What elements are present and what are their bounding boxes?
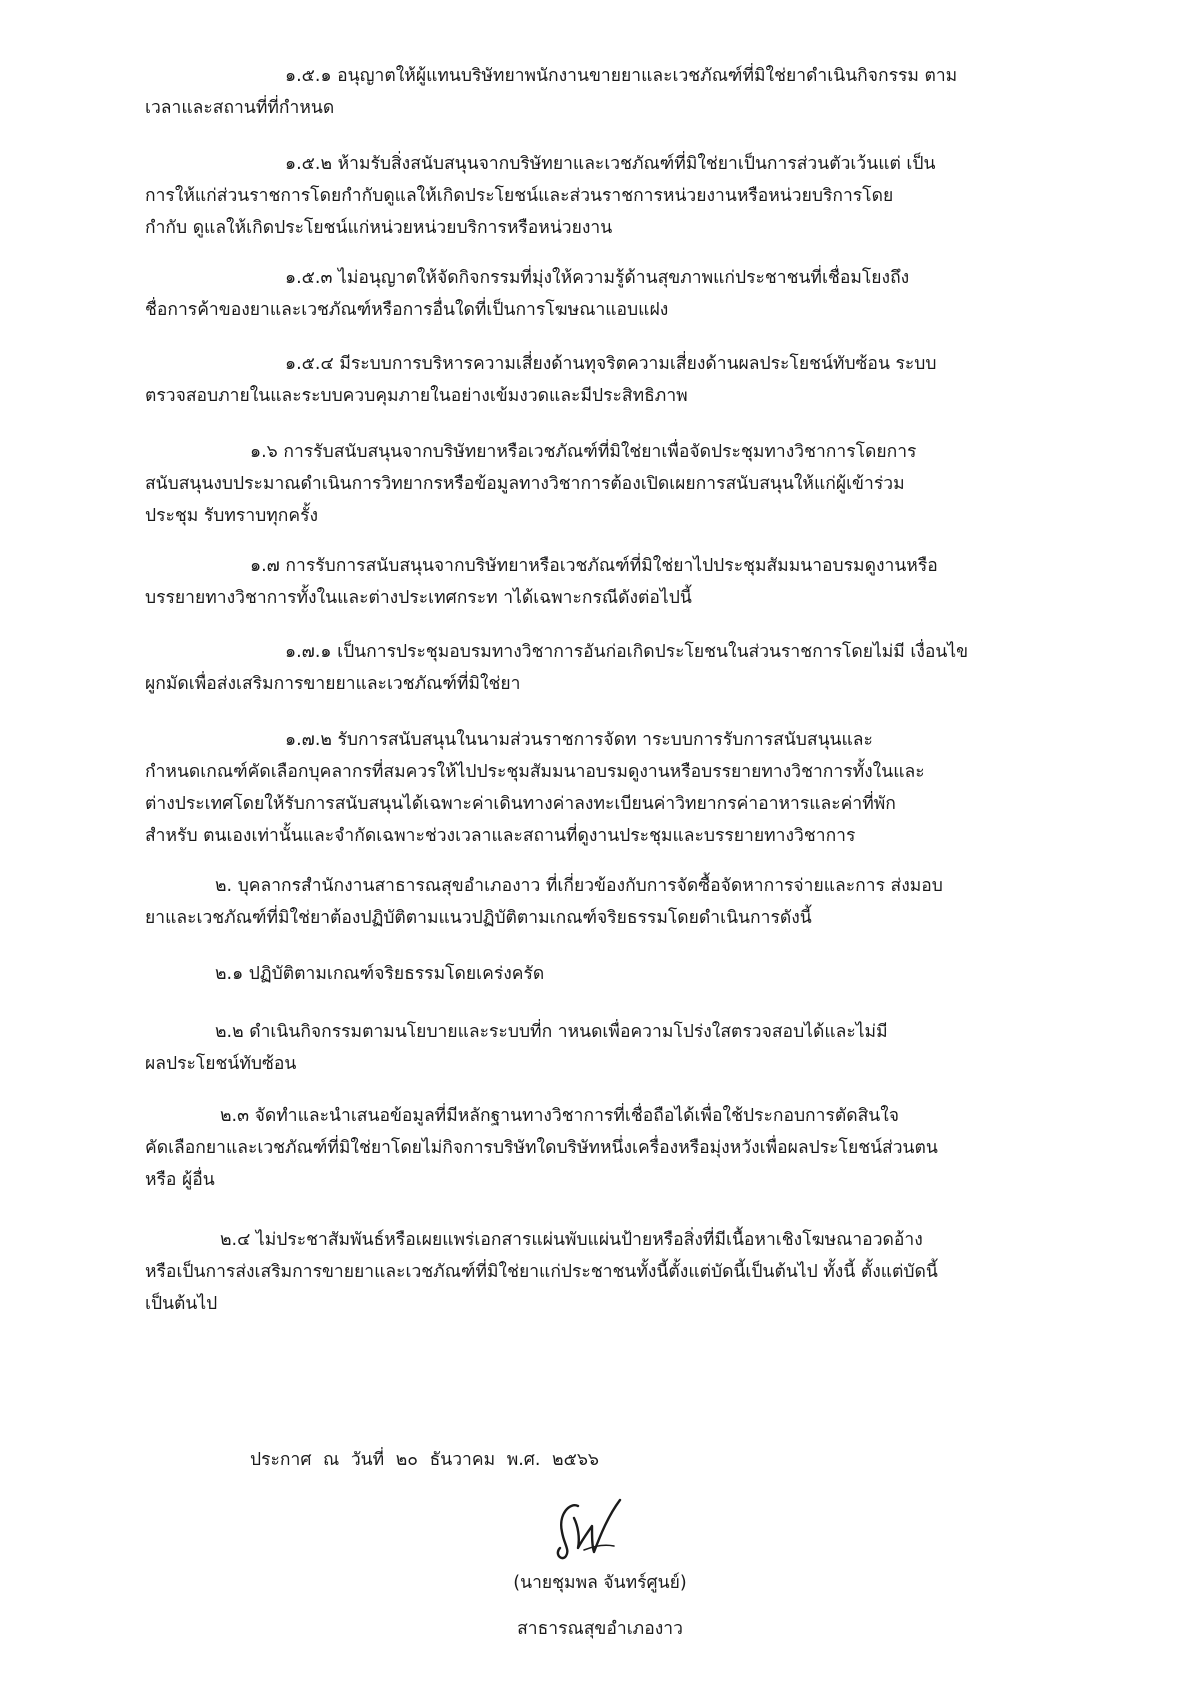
clause-number: ๒.๓ <box>220 1106 250 1126</box>
clause-text: ไม่ประชาสัมพันธ์หรือเผยแพร่เอกสารแผ่นพับแผ่นป้ายหรือสิ่งที่มีเนื้อหาเชิงโฆษณาอวดอ้าง <box>255 1230 923 1250</box>
clause-text: ตรวจสอบภายในและระบบควบคุมภายในอย่างเข้มงวดและมีประสิทธิภาพ <box>145 386 688 406</box>
clause-1-7 <box>145 550 1050 614</box>
clause-text: ห้ามรับสิ่งสนับสนุนจากบริษัทยาและเวชภัณฑ์ที่มิใช่ยาเป็นการส่วนตัวเว้นแต่ เป็น <box>337 154 936 174</box>
clause-text: กำหนดเกณฑ์คัดเลือกบุคลากรที่สมควรให้ไปประชุมสัมมนาอบรมดูงานหรือบรรยายทางวิชาการทั้งในและ <box>145 762 925 782</box>
clause-number: ๑.๗.๑ <box>285 642 332 662</box>
clause-text: การให้แก่ส่วนราชการโดยกำกับดูแลให้เกิดประโยชน์และส่วนราชการหน่วยงานหรือหน่วยบริการโดย <box>145 186 894 206</box>
clause-text: การรับการสนับสนุนจากบริษัทยาหรือเวชภัณฑ์ที่มิใช่ยาไปประชุมสัมมนาอบรมดูงานหรือ <box>285 556 938 576</box>
clause-number: ๑.๕.๓ <box>285 268 333 288</box>
clause-text: ผูกมัดเพื่อส่งเสริมการขายยาและเวชภัณฑ์ที่มิใช่ยา <box>145 674 521 694</box>
clause-number: ๑.๗.๒ <box>285 730 332 750</box>
clause-2-1 <box>145 958 1050 990</box>
clause-text: ปฏิบัติตามเกณฑ์จริยธรรมโดยเคร่งครัด <box>248 964 545 984</box>
clause-text: คัดเลือกยาและเวชภัณฑ์ที่มิใช่ยาโดยไม่กิจการบริษัทใดบริษัทหนึ่งเครื่องหรือมุ่งหวังเพื่อผลประโยชน์ส่วนตน <box>145 1138 938 1158</box>
signer-position: สาธารณสุขอำเภองาว <box>517 1619 683 1639</box>
clause-number: ๒.๔ <box>220 1230 251 1250</box>
clause-text: หรือเป็นการส่งเสริมการขายยาและเวชภัณฑ์ที่มิใช่ยาแก่ประชาชนทั้งนี้ตั้งแต่บัดนี้เป็นต้นไป ทั้งนี้ ตั้งแต่บัดนี้ <box>145 1262 938 1282</box>
clause-text: ผลประโยชน์ทับซ้อน <box>145 1054 297 1074</box>
clause-text: ไม่อนุญาตให้จัดกิจกรรมที่มุ่งให้ความรู้ด้านสุขภาพแก่ประชาชนที่เชื่อมโยงถึง <box>338 268 910 288</box>
clause-text: ประชุม รับทราบทุกครั้ง <box>145 506 319 526</box>
announcement-day: ๒๐ <box>395 1450 418 1470</box>
announcement-label: ประกาศ <box>250 1450 312 1470</box>
announcement-month: ธันวาคม <box>429 1450 496 1470</box>
clause-number: ๑.๕.๑ <box>285 66 332 86</box>
clause-number: ๒.๑ <box>215 964 244 984</box>
clause-text: ต่างประเทศโดยให้รับการสนับสนุนได้เฉพาะค่าเดินทางค่าลงทะเบียนค่าวิทยากรค่าอาหารและค่าที่พัก <box>145 794 896 814</box>
clause-number: ๑.๕.๒ <box>285 154 333 174</box>
announcement-year: ๒๕๖๖ <box>552 1450 600 1470</box>
clause-text: ยาและเวชภัณฑ์ที่มิใช่ยาต้องปฏิบัติตามแนวปฏิบัติตามเกณฑ์จริยธรรมโดยดำเนินการดังนี้ <box>145 908 812 928</box>
clause-text: รับการสนับสนุนในนามส่วนราชการจัดท าระบบการรับการสนับสนุนและ <box>337 730 873 750</box>
clause-2 <box>145 870 1050 934</box>
clause-text: อนุญาตให้ผู้แทนบริษัทยาพนักงานขายยาและเวชภัณฑ์ที่มิใช่ยาดำเนินกิจกรรม ตาม <box>337 66 958 86</box>
clause-number: ๑.๖ <box>250 442 278 462</box>
clause-1-5-1 <box>145 60 1050 124</box>
clause-text: มีระบบการบริหารความเสี่ยงด้านทุจริตความเสี่ยงด้านผลประโยชน์ทับซ้อน ระบบ <box>339 354 937 374</box>
clause-number: ๑.๕.๔ <box>285 354 334 374</box>
clause-text: การรับสนับสนุนจากบริษัทยาหรือเวชภัณฑ์ที่มิใช่ยาเพื่อจัดประชุมทางวิชาการโดยการ <box>283 442 917 462</box>
clause-1-7-1 <box>145 636 1050 700</box>
clause-1-5-3 <box>145 262 1050 326</box>
clause-text: บรรยายทางวิชาการทั้งในและต่างประเทศกระท าได้เฉพาะกรณีดังต่อไปนี้ <box>145 588 692 608</box>
clause-text: ดำเนินกิจกรรมตามนโยบายและระบบที่ก าหนดเพื่อความโปร่งใสตรวจสอบได้และไม่มี <box>249 1022 888 1042</box>
clause-text: บุคลากรสำนักงานสาธารณสุขอำเภองาว ที่เกี่ยวข้องกับการจัดซื้อจัดหาการจ่ายและการ ส่งมอบ <box>237 876 943 896</box>
clause-1-7-2 <box>145 724 1050 852</box>
clause-2-4 <box>145 1224 1050 1320</box>
clause-text: ชื่อการค้าของยาและเวชภัณฑ์หรือการอื่นใดที่เป็นการโฆษณาแอบแฝง <box>145 300 669 320</box>
clause-number: ๒.๒ <box>215 1022 244 1042</box>
clause-1-6 <box>145 436 1050 532</box>
clause-2-2 <box>145 1016 1050 1080</box>
announcement-era: พ.ศ. <box>506 1450 541 1470</box>
announcement-at: ณ <box>323 1450 340 1470</box>
announcement-date <box>250 1445 599 1473</box>
clause-text: สนับสนุนงบประมาณดำเนินการวิทยากรหรือข้อมูลทางวิชาการต้องเปิดเผยการสนับสนุนให้แก่ผู้เข้าร่วม <box>145 474 905 494</box>
clause-1-5-2 <box>145 148 1050 244</box>
clause-text: สำหรับ ตนเองเท่านั้นและจำกัดเฉพาะช่วงเวลาและสถานที่ดูงานประชุมและบรรยายทางวิชาการ <box>145 826 856 846</box>
clause-2-3 <box>145 1100 1050 1196</box>
clause-text: เป็นต้นไป <box>145 1294 218 1314</box>
announcement-day-label: วันที่ <box>350 1450 385 1470</box>
clause-1-5-4 <box>145 348 1050 412</box>
clause-text: เวลาและสถานที่ที่กำหนด <box>145 98 335 118</box>
clause-number: ๒. <box>215 876 233 896</box>
clause-text: หรือ ผู้อื่น <box>145 1170 215 1190</box>
handwritten-signature <box>548 1492 628 1564</box>
clause-text: กำกับ ดูแลให้เกิดประโยชน์แก่หน่วยหน่วยบริการหรือหน่วยงาน <box>145 218 613 238</box>
clause-text: เป็นการประชุมอบรมทางวิชาการอันก่อเกิดประโยชนในส่วนราชการโดยไม่มี เงื่อนไข <box>337 642 969 662</box>
signer-name: (นายชุมพล จันทร์ศูนย์) <box>513 1573 687 1593</box>
clause-number: ๑.๗ <box>250 556 280 576</box>
clause-text: จัดทำและนำเสนอข้อมูลที่มีหลักฐานทางวิชาการที่เชื่อถือได้เพื่อใช้ประกอบการตัดสินใจ <box>254 1106 900 1126</box>
